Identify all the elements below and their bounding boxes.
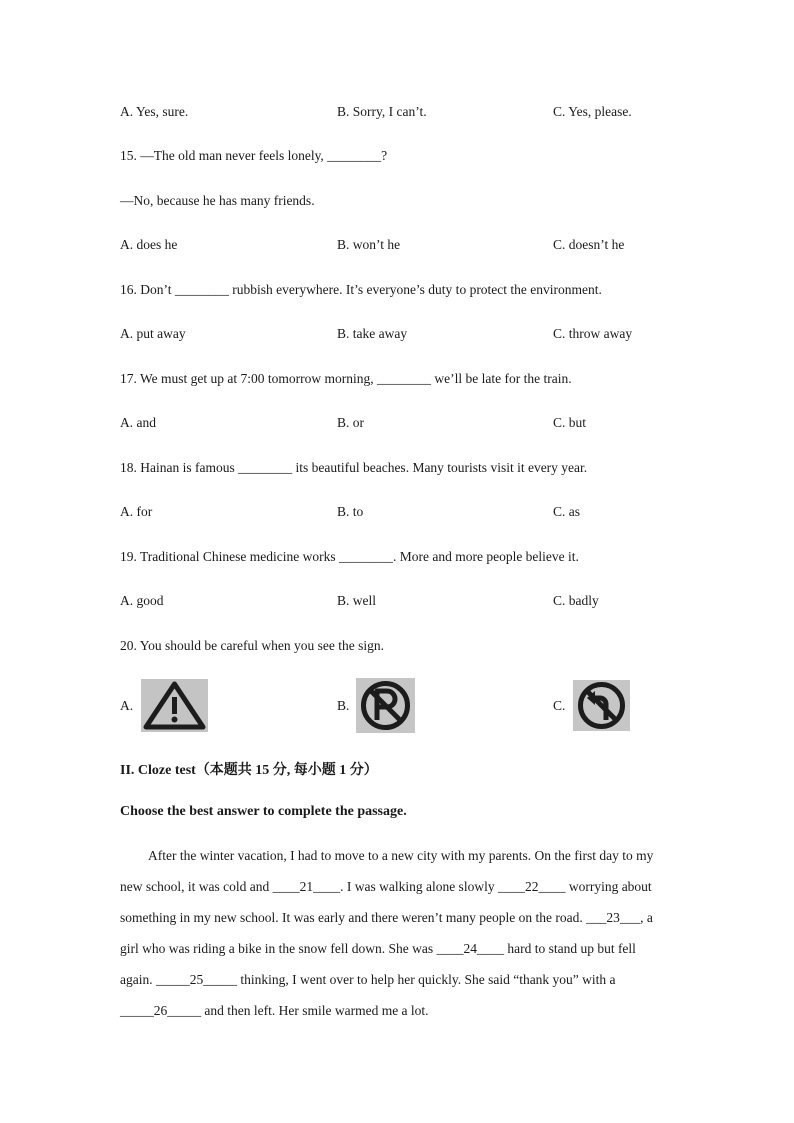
q17-option-b: B. or: [337, 415, 364, 430]
q15-option-b: B. won’t he: [337, 237, 401, 252]
passage-text: girl who was riding a bike in the snow fell down. She was: [120, 941, 437, 956]
q14-option-b: B. Sorry, I can’t.: [337, 104, 427, 119]
q18-option-b: B. to: [337, 504, 364, 519]
q17-stem: 17. We must get up at 7:00 tomorrow morning, ________ we’ll be late for the train.: [120, 371, 572, 386]
passage-text: thinking, I went over to help her quickly. She said “thank you” with a: [237, 972, 616, 987]
passage-line-6: [120, 1003, 676, 1019]
q18-option-a: A. for: [120, 504, 153, 519]
passage-text: . I was walking alone slowly: [340, 879, 498, 894]
warning-triangle-icon: [141, 679, 208, 732]
q16-option-a: A. put away: [120, 326, 186, 341]
passage-text: , a: [640, 910, 653, 925]
section-instruction: Choose the best answer to complete the passage.: [120, 804, 407, 819]
q20-option-a-label: A.: [120, 698, 134, 713]
q15-reply: —No, because he has many friends.: [120, 193, 315, 208]
q20-option-c-image: [573, 680, 630, 731]
blank-22: ____22____: [497, 879, 566, 894]
no-left-turn-icon: [573, 680, 630, 731]
passage-line-4: [120, 941, 676, 957]
q16-stem: 16. Don’t ________ rubbish everywhere. It’s everyone’s duty to protect the environment.: [120, 282, 602, 297]
blank-25: _____25_____: [156, 972, 237, 987]
q19-option-a: A. good: [120, 593, 164, 608]
blank-26: _____26_____: [120, 1003, 201, 1018]
passage-line-5: [120, 972, 676, 988]
q17-option-c: C. but: [553, 415, 587, 430]
q16-option-b: B. take away: [337, 326, 408, 341]
q18-option-c: C. as: [553, 504, 580, 519]
q17-option-a: A. and: [120, 415, 156, 430]
passage-text: and then left. Her smile warmed me a lot.: [201, 1003, 429, 1018]
passage-text: worrying about: [565, 879, 652, 894]
passage-line-1: After the winter vacation, I had to move to a new city with my parents. On the first day to my: [148, 848, 654, 863]
q20-option-b-label: B.: [337, 698, 350, 713]
q15-option-c: C. doesn’t he: [553, 237, 625, 252]
passage-line-3: [120, 910, 676, 926]
q14-option-c: C. Yes, please.: [553, 104, 632, 119]
passage-line-2: [120, 879, 676, 895]
q20-option-c-label: C.: [553, 698, 566, 713]
no-parking-icon: [356, 678, 415, 733]
q15-stem: 15. —The old man never feels lonely, ________?: [120, 148, 388, 163]
blank-24: ____24____: [436, 941, 504, 956]
q19-stem: 19. Traditional Chinese medicine works ________. More and more people believe it.: [120, 549, 579, 564]
q15-option-a: A. does he: [120, 237, 178, 252]
blank-21: ____21____: [272, 879, 341, 894]
blank-23: ___23___: [586, 910, 641, 925]
passage-text: hard to stand up but fell: [503, 941, 636, 956]
q18-stem: 18. Hainan is famous ________ its beautiful beaches. Many tourists visit it every year.: [120, 460, 588, 475]
q14-option-a: A. Yes, sure.: [120, 104, 189, 119]
q20-option-b-image: [356, 678, 415, 733]
passage-text: new school, it was cold and: [120, 879, 273, 894]
section-heading: II. Cloze test（本题共 15 分, 每小题 1 分）: [120, 763, 378, 778]
q20-stem: 20. You should be careful when you see the sign.: [120, 638, 384, 653]
q20-option-a-image: [141, 679, 208, 732]
q19-option-c: C. badly: [553, 593, 599, 608]
q19-option-b: B. well: [337, 593, 376, 608]
passage-text: again.: [120, 972, 156, 987]
passage-text: something in my new school. It was early and there weren’t many people on the road.: [120, 910, 587, 925]
q16-option-c: C. throw away: [553, 326, 633, 341]
